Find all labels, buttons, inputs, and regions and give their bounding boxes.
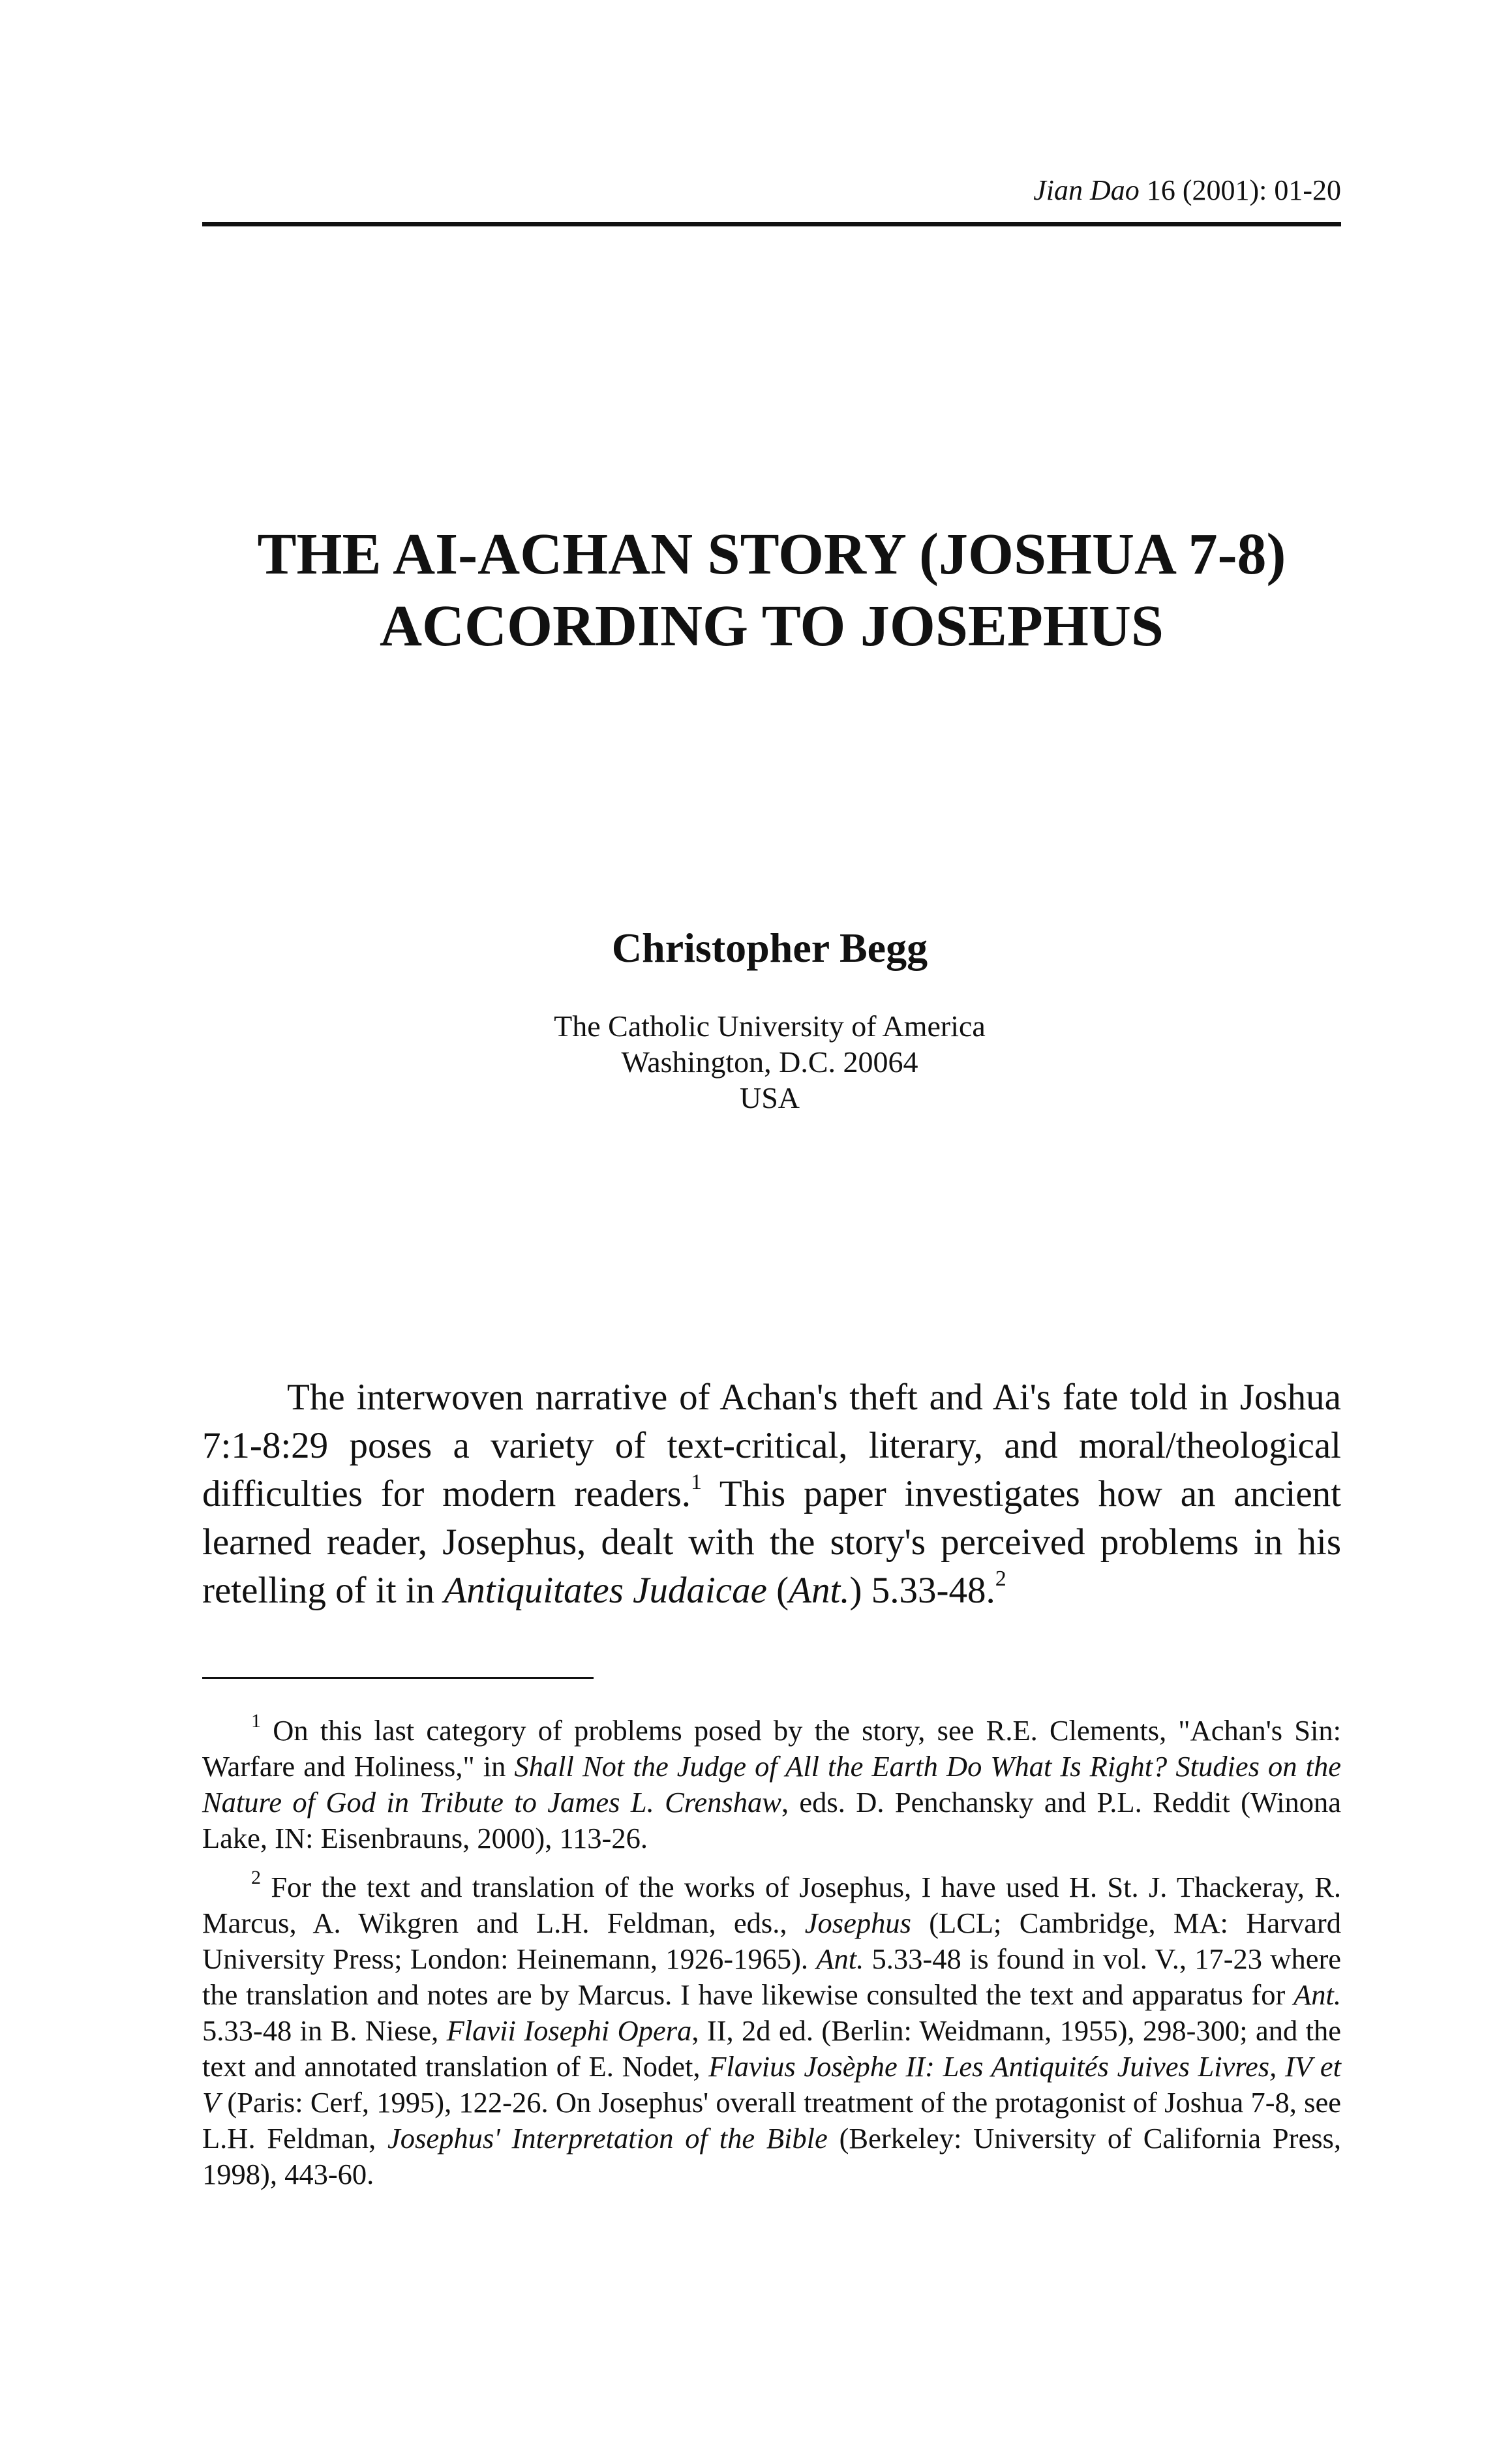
running-header bbox=[1033, 176, 1341, 205]
footnote-2: $^2$ For the text and translation of the works of Josephus, I have used H. St. J. Thackeray, R. Marcus, A. Wikgren and L.H. Feldman, eds., Josephus (LCL; Cambridge, MA: Harvard University Press; London: Heinemann, 1926-1965). Ant. 5.33-48 is found in vol. V., 17-23 where the translation and notes are by Marcus. I have likewise consulted the text and apparatus for Ant. 5.33-48 in B. Niese, Flavii Iosephi Opera, II, 2d ed. (Berlin: Weidmann, 1955), 298-300; and the text and annotated translation of E. Nodet, Flavius Josèphe II: Les Antiquités Juives Livres, IV et V (Paris: Cerf, 1995), 122-26. On Josephus' overall treatment of the protagonist of Joshua 7-8, see L.H. Feldman, Josephus' Interpretation of the Bible (Berkeley: University of California Press, 1998), 443-60. bbox=[202, 1867, 1342, 2190]
footnote-ref-1: 1 bbox=[691, 1470, 702, 1494]
article-title bbox=[202, 519, 1341, 662]
footnotes bbox=[202, 1710, 1342, 2205]
affiliation-line: USA bbox=[739, 1081, 800, 1114]
journal-name: Jian Dao bbox=[1033, 174, 1140, 206]
footnote-ref-2: 2 bbox=[995, 1567, 1006, 1591]
footnote-1: $^1$ On this last category of problems posed by the story, see R.E. Clements, "Achan's Sin: Warfare and Holiness," in Shall Not the Judge of All the Earth Do What Is Right? Studies on the Nature of God in Tribute to James L. Crenshaw, eds. D. Penchansky and P.L. Reddit (Winona Lake, IN: Eisenbrauns, 2000), 113-26. bbox=[202, 1710, 1342, 1854]
header-rule bbox=[202, 222, 1341, 226]
footnote-rule bbox=[202, 1677, 594, 1679]
footnote-number: 1 bbox=[251, 1710, 261, 1732]
footnote-number: 2 bbox=[251, 1867, 261, 1889]
title-line-1: THE AI-ACHAN STORY (JOSHUA 7-8) bbox=[257, 522, 1286, 587]
author-name: Christopher Begg bbox=[611, 925, 928, 971]
affiliation-line: Washington, D.C. 20064 bbox=[621, 1045, 918, 1079]
journal-citation: 16 (2001): 01-20 bbox=[1139, 174, 1341, 206]
author-affiliation bbox=[496, 1008, 1044, 1116]
abstract: The interwoven narrative of Achan's theft and Ai's fate told in Joshua 7:1-8:29 poses a variety of text-critical, literary, and moral/theological difficulties for modern readers.$^1$ This paper investigates how an ancient learned reader, Josephus, dealt with the story's perceived problems in his retelling of it in Antiquitates Judaicae (Ant.) 5.33-48.$^2$ bbox=[202, 1377, 1341, 1611]
affiliation-line: The Catholic University of America bbox=[554, 1009, 986, 1043]
title-line-2: ACCORDING TO JOSEPHUS bbox=[380, 594, 1164, 658]
